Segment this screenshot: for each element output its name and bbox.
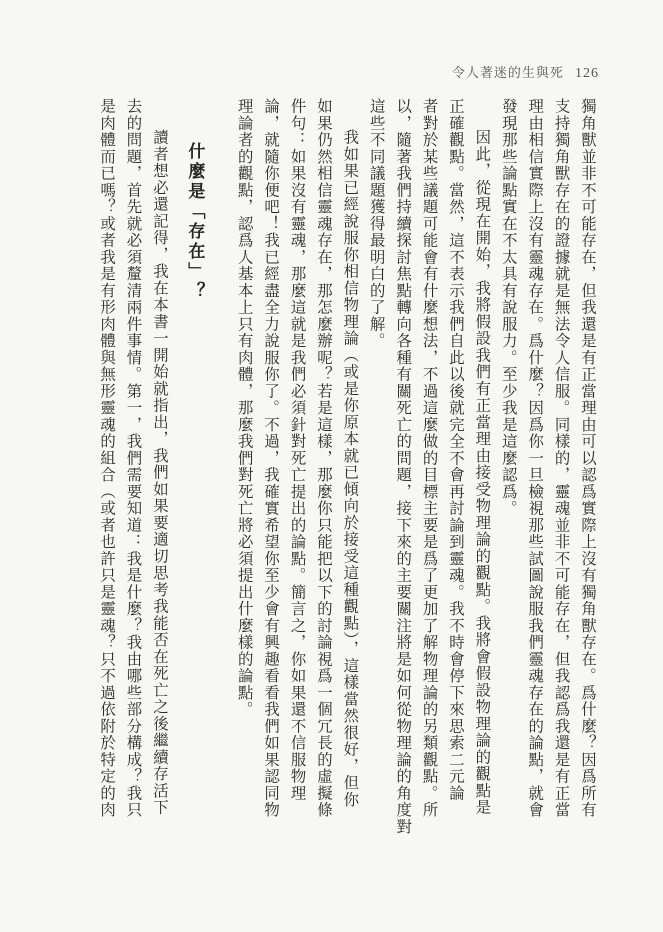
text-line: 正確觀點。當然，這不表示我們自此以後就完全不會再討論到靈魂。我不時會停下來思索二元論 bbox=[446, 98, 465, 802]
text-line: 獨角獸並非不可能存在，但我還是有正當理由可以認爲實際上沒有獨角獸存在。爲什麼？因爲所有 bbox=[579, 98, 597, 819]
text-line: 理論者的觀點，認爲人基本上只有肉體，那麼我們對死亡將必須提出什麼樣的論點。 bbox=[235, 98, 254, 718]
text-line: 這些不同議題獲得最明白的了解。 bbox=[367, 98, 386, 350]
text-line: 以，隨著我們持續探討焦點轉向各種有關死亡的問題，接下來的主要關注將是如何從物理論的角度對 bbox=[394, 98, 413, 835]
text-line: 論，就隨你便吧！我已經盡全力說服你了。不過，我確實希望你至少會有興趣看看我們如果認同物 bbox=[262, 98, 281, 819]
text-line: 如果仍然相信靈魂存在，那怎麼辦呢？若是這樣，那麼你只能把以下的討論視爲一個冗長的虛擬條 bbox=[314, 98, 333, 819]
section-heading: 什麼是「存在」？ bbox=[184, 142, 205, 302]
text-line: 因此，從現在開始，我將假設我們有正當理由接受物理論的觀點。我將會假設物理論的觀點是 bbox=[473, 128, 492, 816]
text-line: 發現那些論點實在不太具有說服力。至少我是這麼認爲。 bbox=[499, 98, 518, 517]
text-line: 我如果已經說服你相信物理論（或是你原本就已傾向於接受這種觀點），這樣當然很好，但你 bbox=[341, 128, 360, 808]
text-line: 件句：如果沒有靈魂，那麼這就是我們必須針對死亡提出的論點。簡言之，你如果還不信服物理 bbox=[288, 98, 307, 802]
text-line: 者對於某些議題可能會有什麼想法，不過這麼做的目標主要是爲了更加了解物理論的另類觀點。所 bbox=[420, 98, 439, 819]
text-line: 支持獨角獸存在的證據就是無法令人信服。同樣的，靈魂並非不可能存在，但我認爲我還是有正當 bbox=[552, 98, 571, 819]
text-line: 理由相信實際上沒有靈魂存在。爲什麼？因爲你一旦檢視那些試圖說服我們靈魂存在的論點，就會 bbox=[526, 98, 545, 819]
text-line: 讀者想必還記得，我在本書一開始就指出，我們如果要適切思考我能否在死亡之後繼續存活下 bbox=[150, 128, 169, 816]
running-header-title: 令人著迷的生與死 bbox=[451, 66, 564, 81]
page-number: 126 bbox=[575, 66, 599, 81]
text-line: 去的問題，首先就必須釐清兩件事情。第一，我們需要知道：我是什麼？我由哪些部分構成？我只 bbox=[124, 98, 143, 819]
running-header bbox=[452, 62, 599, 82]
text-line: 是肉體而已嗎？或者我是有形肉體與無形靈魂的組合（或者也許只是靈魂？只不過依附於特定的肉 bbox=[98, 98, 117, 819]
body-text bbox=[94, 98, 601, 898]
